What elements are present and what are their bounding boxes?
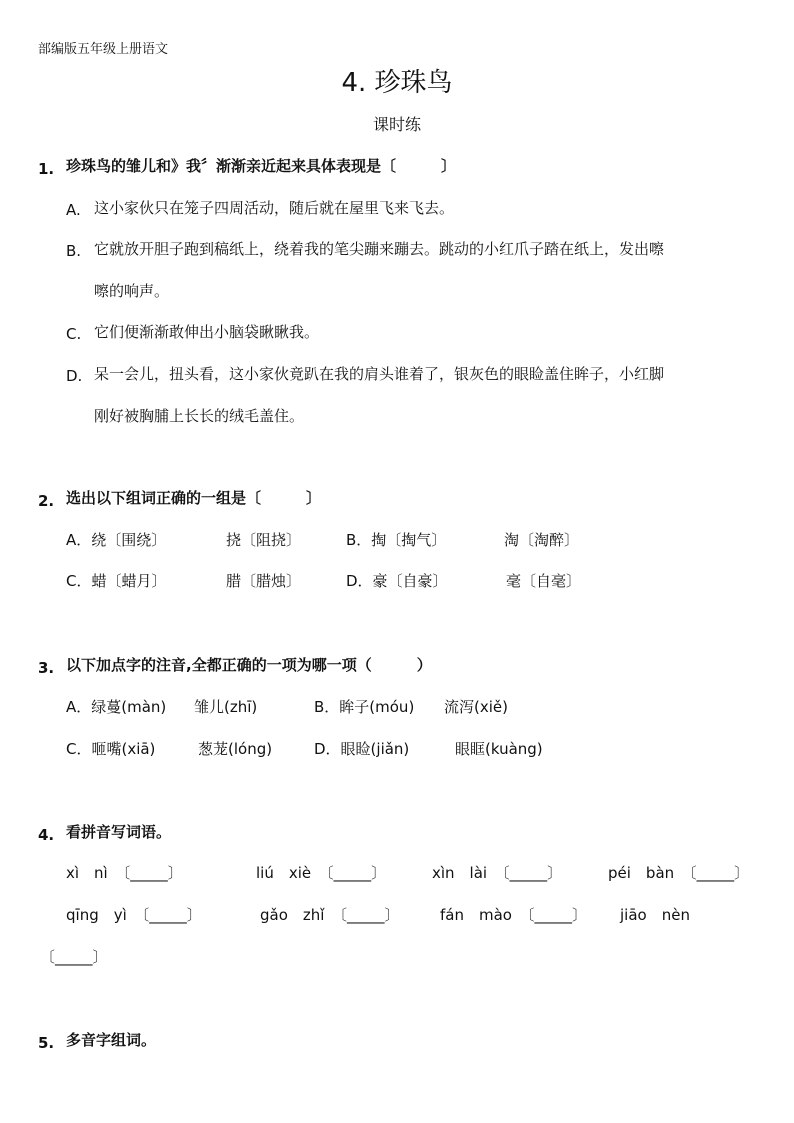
q3-row2-col3: D．眼睑(jiǎn)	[314, 740, 410, 758]
q2-row2-col1: C．蜡〔蜡月〕	[66, 572, 167, 590]
question-4-stem: 看拼音写词语。	[66, 823, 172, 841]
q1-option-d-text-cont: 刚好被胸脯上长长的绒毛盖住。	[94, 407, 305, 425]
question-4-number: 4.	[38, 826, 55, 844]
question-5-number: 5.	[38, 1034, 55, 1052]
q1-option-a-letter: A.	[66, 201, 81, 219]
page-subtitle: 课时练	[372, 115, 421, 134]
q2-row2-col3: D．豪〔自豪〕	[346, 572, 448, 590]
q4-row2-item2: gǎo zhǐ 〔_____〕	[260, 906, 400, 924]
q2-row1-col2: 挠〔阻挠〕	[226, 531, 302, 549]
q1-option-b-text-cont: 嚓的响声。	[94, 282, 170, 300]
page-title: 4. 珍珠鸟	[341, 68, 453, 98]
q4-row2-item1: qīng yì 〔_____〕	[66, 906, 202, 924]
q1-option-d-letter: D.	[66, 367, 83, 385]
q1-option-c-text: 它们便渐渐敢伸出小脑袋瞅瞅我。	[94, 323, 320, 341]
question-1-number: 1.	[38, 160, 55, 178]
q1-option-d-text: 呆一会儿，扭头看，这小家伙竟趴在我的肩头谁着了，银灰色的眼睑盖住眸子，小红脚	[94, 365, 665, 383]
q4-row2-item4: jiāo nèn	[620, 906, 690, 924]
q3-row2-col2: 葱茏(lóng)	[198, 740, 273, 758]
q1-option-a-text: 这小家伙只在笼子四周活动，随后就在屋里飞来飞去。	[94, 199, 455, 217]
q2-row2-col4: 毫〔自毫〕	[506, 572, 582, 590]
q3-row1-col3: B．眸子(móu)	[314, 698, 415, 716]
q3-row2-col1: C．咂嘴(xiā)	[66, 740, 156, 758]
q3-row2-col4: 眼眶(kuàng)	[455, 740, 543, 758]
q3-row1-col4: 流泻(xiě)	[444, 698, 508, 716]
question-3-number: 3.	[38, 659, 55, 677]
course-header: 部编版五年级上册语文	[38, 42, 169, 57]
question-5-stem: 多音字组词。	[66, 1031, 157, 1049]
q2-row1-col3: B．掏〔掏气〕	[346, 531, 447, 549]
q1-option-c-letter: C.	[66, 325, 82, 343]
q2-row1-col1: A．绕〔围绕〕	[66, 531, 167, 549]
q3-row1-col1: A．绿蔓(màn)	[66, 698, 167, 716]
q4-row1-item3: xìn lài 〔_____〕	[432, 864, 563, 882]
q2-row1-col4: 淘〔淘醉〕	[504, 531, 580, 549]
question-3-stem: 以下加点字的注音,全都正确的一项为哪一项（ ）	[66, 656, 432, 674]
q4-row2-item3: fán mào 〔_____〕	[440, 906, 587, 924]
question-2-stem: 选出以下组词正确的一组是〔 〕	[66, 489, 322, 507]
question-1-stem: 珍珠鸟的雏儿和》我〞渐渐亲近起来具体表现是〔 〕	[66, 157, 457, 175]
q1-option-b-text: 它就放开胆子跑到稿纸上，绕着我的笔尖蹦来蹦去。跳动的小红爪子踏在纸上，发出嚓	[94, 240, 665, 258]
question-2-number: 2.	[38, 492, 55, 510]
q4-row1-item2: liú xiè 〔_____〕	[256, 864, 387, 882]
q3-row1-col2: 雏儿(zhī)	[194, 698, 258, 716]
q4-row3-blank: 〔_____〕	[40, 948, 108, 966]
q4-row1-item1: xì nì 〔_____〕	[66, 864, 183, 882]
q2-row2-col2: 腊〔腊烛〕	[226, 572, 302, 590]
q1-option-b-letter: B.	[66, 242, 82, 260]
q4-row1-item4: péi bàn 〔_____〕	[608, 864, 750, 882]
